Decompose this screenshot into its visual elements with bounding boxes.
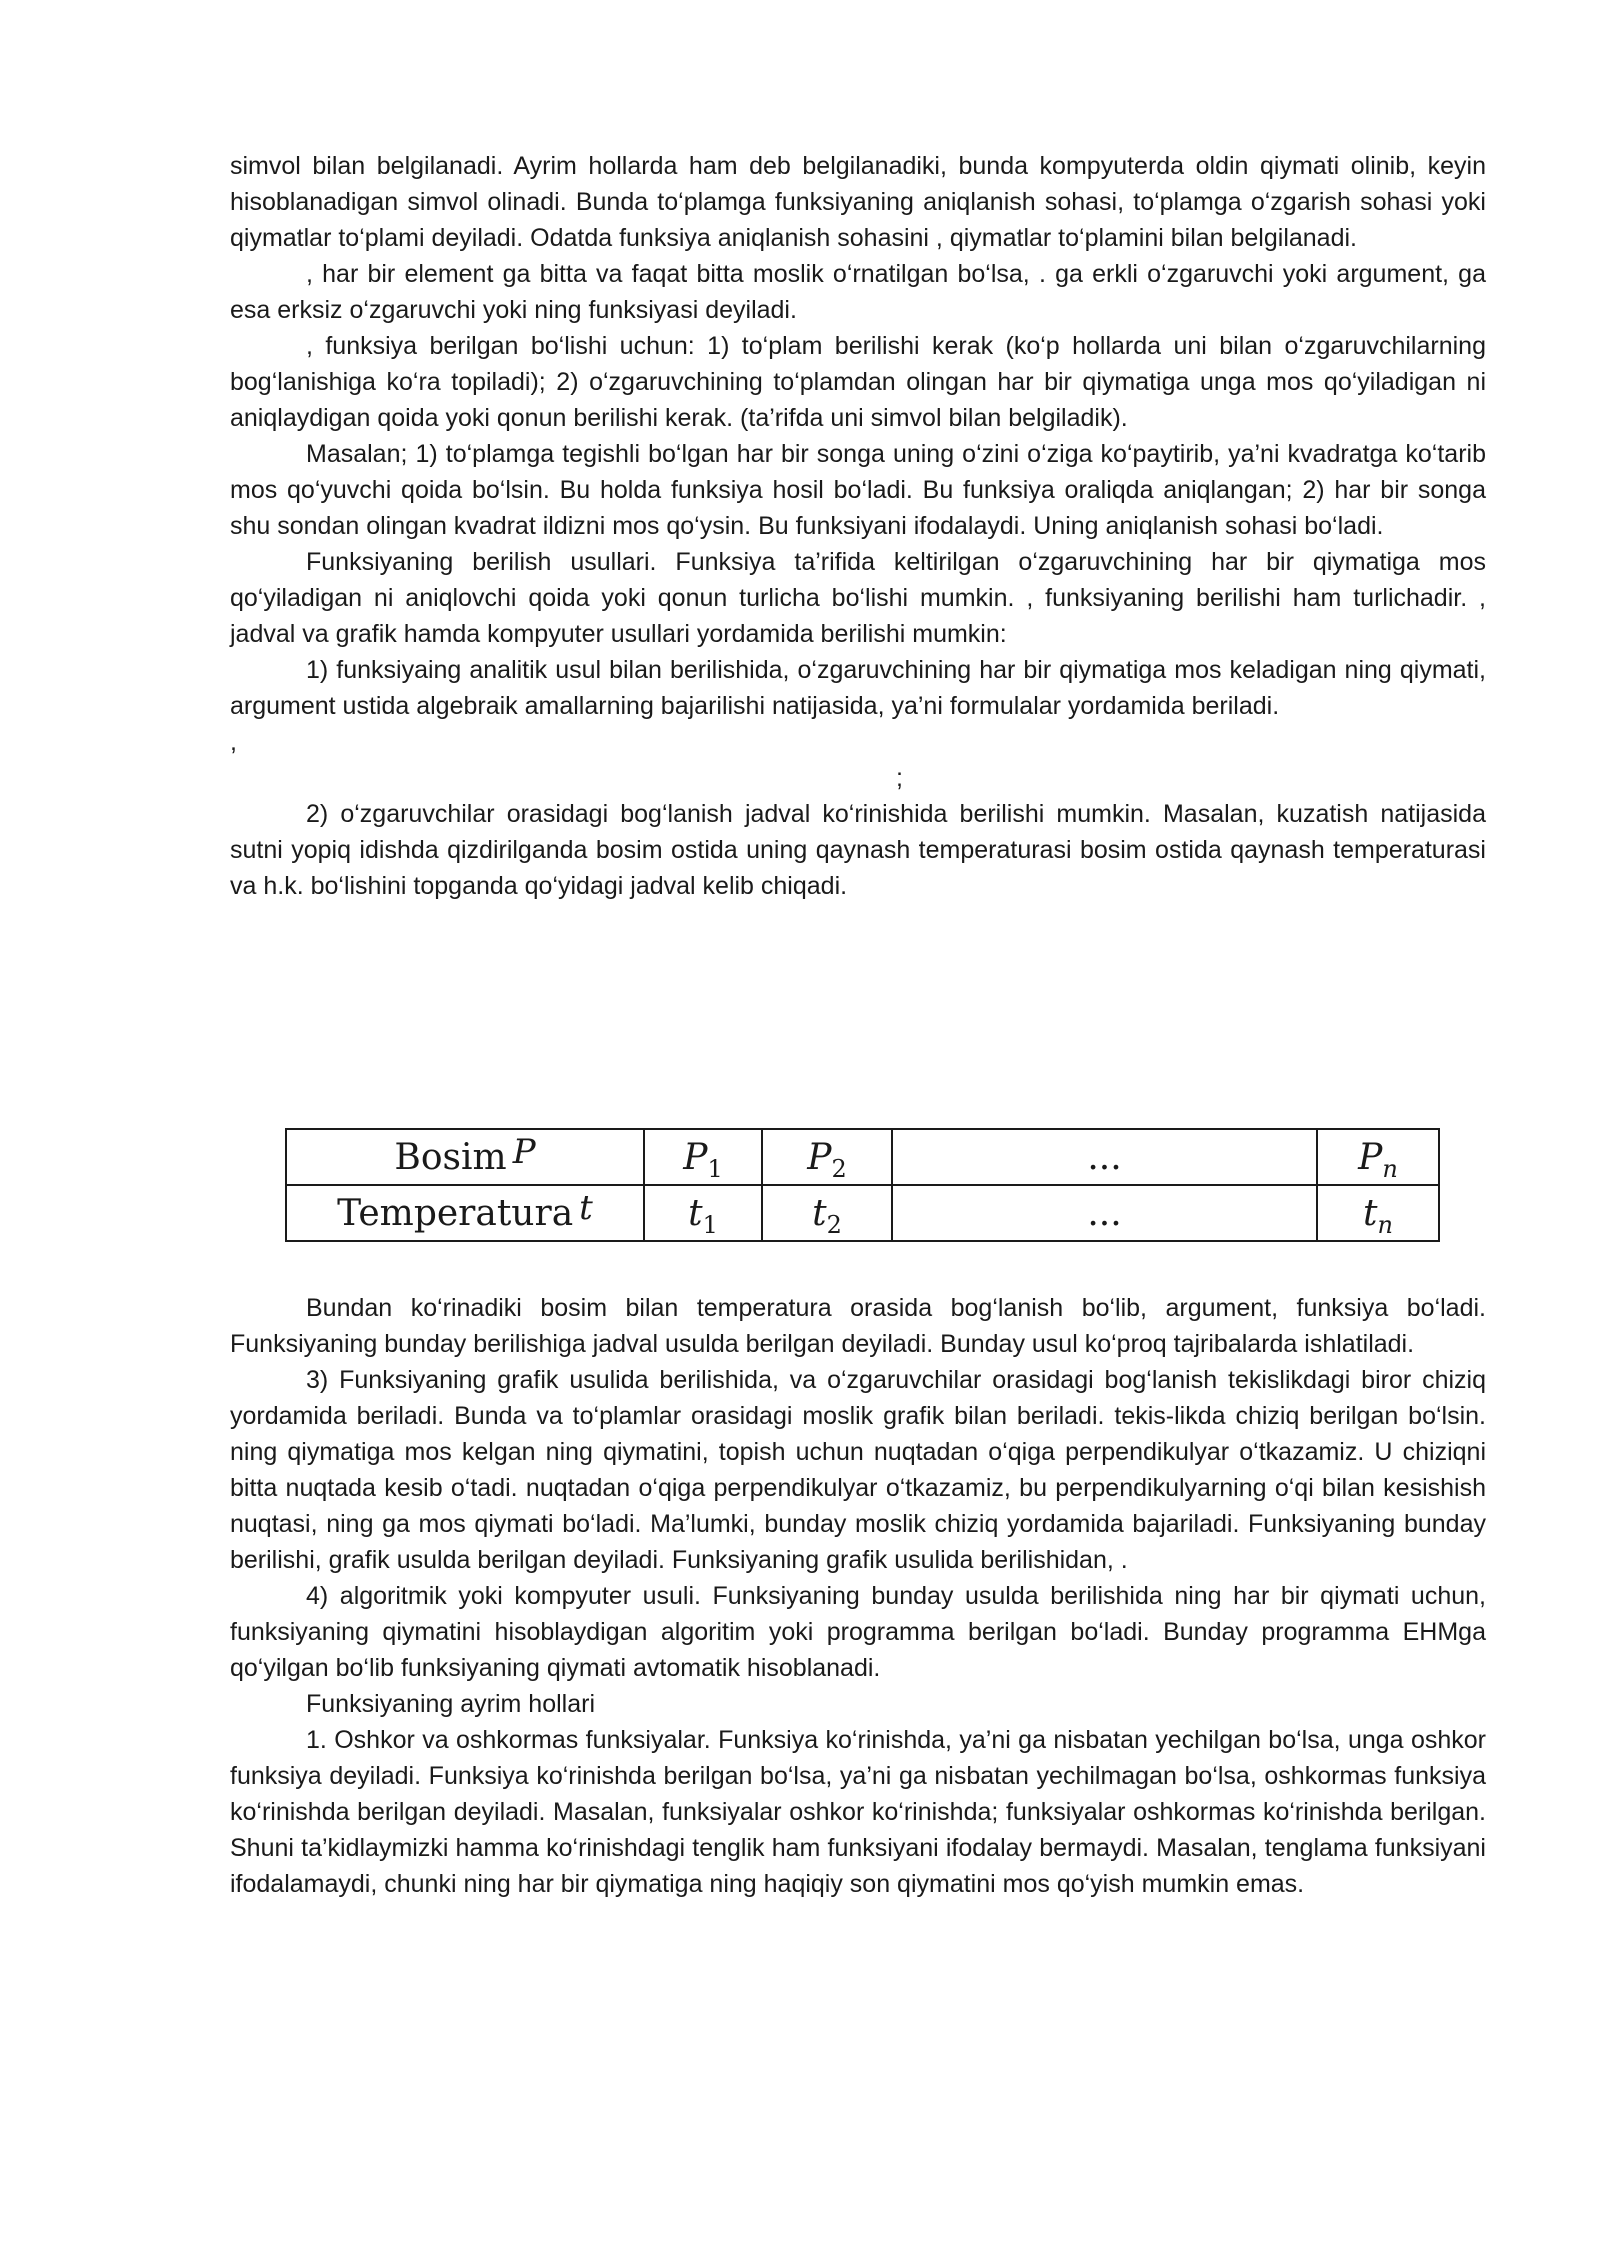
text-block-bottom xyxy=(230,1290,1486,1902)
paragraph: Bundan ko‘rinadiki bosim bilan temperatura orasida bog‘lanish bo‘lib, argument, funksiya bo‘ladi. Funksiyaning bunday berilishiga jadval usulda berilgan deyiladi. Bunday usul ko‘proq tajribalarda ishlatiladi. xyxy=(230,1294,1486,1358)
cell-var: t xyxy=(1363,1192,1378,1234)
paragraph: 3) Funksiyaning grafik usulida berilishida, va o‘zgaruvchilar orasidagi bog‘lanish tekislikdagi biror chiziq yordamida beriladi. Bunda va to‘plamlar orasidagi moslik grafik bilan beriladi. tekis-likda chiziq berilgan bo‘lsin. ning qiymatiga mos kelgan ning qiymatini, topish uchun nuqtadan o‘qiga perpendikulyar o‘tkazamiz. U chiziqni bitta nuqtada kesib o‘tadi. nuqtadan o‘qiga perpendikulyar o‘tkazamiz, bu perpendikulyarning o‘qi bilan kesishish nuqtasi, ning ga mos qiymati bo‘ladi. Ma’lumki, bunday moslik chiziq yordamida bajariladi. Funksiyaning bunday berilishi, grafik usulda berilgan deyiladi. Funksiyaning grafik usulida berilishidan, . xyxy=(230,1366,1486,1574)
cell-subscript: 1 xyxy=(702,1210,718,1239)
table-cell xyxy=(892,1185,1317,1241)
paragraph: 1) funksiyaing analitik usul bilan berilishida, o‘zgaruvchining har bir qiymatiga mos keladigan ning qiymati, argument ustida algebraik amallarning bajarilishi natijasida, ya’ni formulalar yordamida beriladi. xyxy=(230,656,1486,720)
paragraph: Masalan; 1) to‘plamga tegishli bo‘lgan har bir songa uning o‘zini o‘ziga ko‘paytirib, ya’ni kvadratga ko‘tarib mos qo‘yuvchi qoida bo‘lsin. Bu holda funksiya hosil bo‘ladi. Bu funksiya oraliqda aniqlangan; 2) har bir songa shu sondan olingan kvadrat ildizni mos qo‘ysin. Bu funksiyani ifodalaydi. Uning aniqlanish sohasi bo‘ladi. xyxy=(230,440,1486,540)
table-cell xyxy=(644,1129,762,1185)
formula-line: ; xyxy=(896,764,903,792)
row-symbol: t xyxy=(579,1187,593,1228)
cell-subscript: 1 xyxy=(707,1154,723,1183)
paragraph: Funksiyaning berilish usullari. Funksiya ta’rifida keltirilgan o‘zgaruvchining har bir qiymatiga mos qo‘yiladigan ni aniqlovchi qoida yoki qonun turlicha bo‘lishi mumkin. , funksiyaning berilishi ham turlichadir. , jadval va grafik hamda kompyuter usullari yordamida berilishi mumkin: xyxy=(230,548,1486,648)
paragraph: 2) o‘zgaruvchilar orasidagi bog‘lanish jadval ko‘rinishida berilishi mumkin. Masalan, kuzatish natijasida sutni yopiq idishda qizdirilganda bosim ostida uning qaynash temperaturasi bosim ostida qaynash temperaturasi va h.k. bo‘lishini topganda qo‘yidagi jadval kelib chiqadi. xyxy=(230,800,1486,900)
cell-subscript: n xyxy=(1377,1210,1393,1239)
cell-var: t xyxy=(812,1192,827,1234)
cell-var: P xyxy=(1358,1136,1383,1178)
row-symbol: P xyxy=(512,1131,536,1172)
cell-var: P xyxy=(807,1136,832,1178)
table-cell xyxy=(762,1129,892,1185)
paragraph: , har bir element ga bitta va faqat bitta moslik o‘rnatilgan bo‘lsa, . ga erkli o‘zgaruvchi yoki argument, ga esa erksiz o‘zgaruvchi yoki ning funksiyasi deyiladi. xyxy=(230,260,1486,324)
table-cell xyxy=(892,1129,1317,1185)
paragraph: 4) algoritmik yoki kompyuter usuli. Funksiyaning bunday usulda berilishida ning har bir qiymati uchun, funksiyaning qiymatini hisoblaydigan algoritim yoki programma berilgan bo‘ladi. Bunday programma EHMga qo‘yilgan bo‘lib funksiyaning qiymati avtomatik hisoblanadi. xyxy=(230,1582,1486,1682)
table-row xyxy=(286,1129,1439,1185)
table-cell xyxy=(1317,1185,1439,1241)
table-cell xyxy=(762,1185,892,1241)
table-row xyxy=(286,1185,1439,1241)
table-cell xyxy=(644,1185,762,1241)
ellipsis: ... xyxy=(1087,1136,1122,1178)
cell-subscript: n xyxy=(1382,1154,1398,1183)
paragraph: , funksiya berilgan bo‘lishi uchun: 1) to‘plam berilishi kerak (ko‘p hollarda uni bilan o‘zgaruvchilarning bog‘lanishiga ko‘ra topiladi); 2) o‘zgaruvchining to‘plamdan olingan har bir qiymatiga unga mos qo‘yiladigan ni aniqlaydigan qoida yoki qonun berilishi kerak. (ta’rifda uni simvol bilan belgiladik). xyxy=(230,332,1486,432)
formula-line: , xyxy=(230,728,237,756)
paragraph: simvol bilan belgilanadi. Ayrim hollarda ham deb belgilanadiki, bunda kompyuterda oldin qiymati olinib, keyin hisoblanadigan simvol olinadi. Bunda to‘plamga funksiyaning aniqlanish sohasi, to‘plamga o‘zgarish sohasi yoki qiymatlar to‘plami deyiladi. Odatda funksiya aniqlanish sohasini , qiymatlar to‘plamini bilan belgilanadi. xyxy=(230,152,1486,252)
row-header-temperature xyxy=(286,1185,644,1241)
row-header-pressure xyxy=(286,1129,644,1185)
cell-var: P xyxy=(683,1136,708,1178)
table-cell xyxy=(1317,1129,1439,1185)
ellipsis: ... xyxy=(1087,1192,1122,1234)
row-label: Bosim xyxy=(394,1136,507,1178)
pressure-temperature-table xyxy=(285,1128,1440,1242)
paragraph: 1. Oshkor va oshkormas funksiyalar. Funksiya ko‘rinishda, ya’ni ga nisbatan yechilgan bo‘lsa, unga oshkor funksiya deyiladi. Funksiya ko‘rinishda berilgan bo‘lsa, ya’ni ga nisbatan yechilmagan bo‘lsa, oshkormas funksiya ko‘rinishda berilgan deyiladi. Masalan, funksiyalar oshkor ko‘rinishda; funksiyalar oshkormas ko‘rinishda berilgan. Shuni ta’kidlaymizki hamma ko‘rinishdagi tenglik ham funksiyani ifodalay bermaydi. Masalan, tenglama funksiyani ifodalamaydi, chunki ning har bir qiymatiga ning haqiqiy son qiymatini mos qo‘yish mumkin emas. xyxy=(230,1726,1486,1898)
row-label: Temperatura xyxy=(337,1192,574,1234)
text-block-top xyxy=(230,148,1486,904)
cell-subscript: 2 xyxy=(831,1154,847,1183)
cell-subscript: 2 xyxy=(826,1210,842,1239)
section-heading: Funksiyaning ayrim hollari xyxy=(306,1690,596,1718)
cell-var: t xyxy=(688,1192,703,1234)
